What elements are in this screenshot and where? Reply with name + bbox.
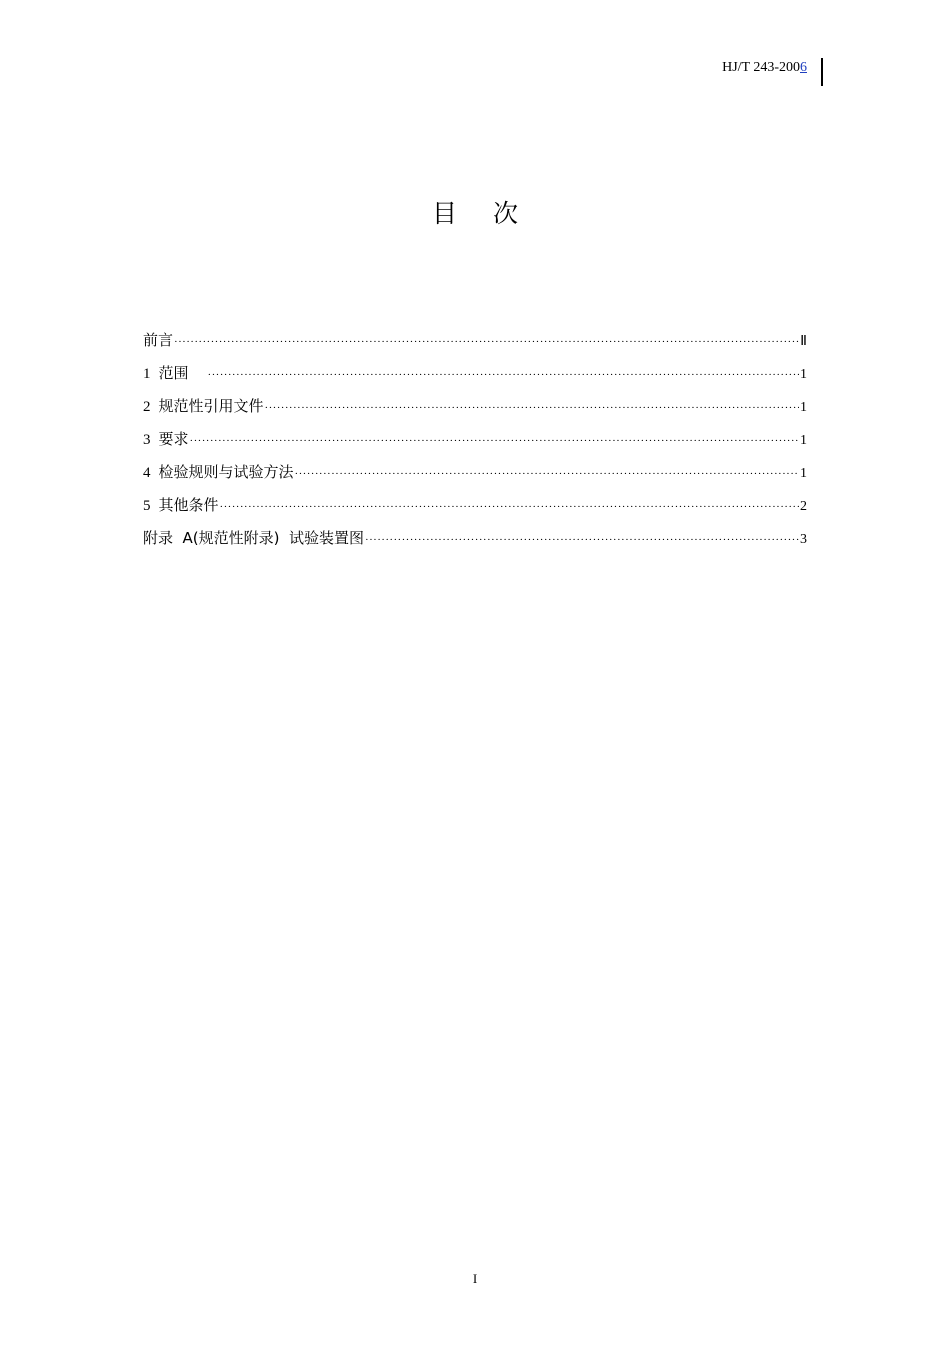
toc-entry-label: 规范性引用文件 <box>158 397 264 415</box>
toc-entry-label: 检验规则与试验方法 <box>158 463 294 481</box>
toc-entry-page: 1 <box>800 466 807 481</box>
toc-leader-dots <box>220 496 799 518</box>
toc-entry-number: 1 <box>143 366 151 382</box>
toc-leader-dots <box>365 529 799 551</box>
toc-leader-dots <box>265 397 799 419</box>
toc-leader-dots <box>208 364 799 386</box>
toc-entry-number: 2 <box>143 399 151 415</box>
toc-entry-number: 4 <box>143 465 151 481</box>
page-number: I <box>472 1271 478 1286</box>
toc-leader-dots <box>295 463 799 485</box>
toc-entry-label: 要求 <box>158 430 189 448</box>
toc-entry-page: 1 <box>800 433 807 448</box>
toc-entry-page: Ⅱ <box>800 334 807 349</box>
toc-leader-dots <box>190 430 799 452</box>
toc-entry-page: 1 <box>800 367 807 382</box>
toc-entry-label: 附录 A(规范性附录) 试验装置图 <box>143 529 365 547</box>
toc-entry-appendix-a[interactable] <box>143 527 807 560</box>
standard-code-link[interactable]: 6 <box>800 60 807 75</box>
toc-entry-foreword[interactable] <box>143 329 807 362</box>
toc-entry-inspection-rules[interactable] <box>143 461 807 494</box>
page-title: 目次 <box>431 199 554 228</box>
toc-entry-label: 其他条件 <box>158 496 219 514</box>
toc-entry-requirements[interactable] <box>143 428 807 461</box>
table-of-contents <box>143 329 807 560</box>
toc-entry-other-conditions[interactable] <box>143 494 807 527</box>
toc-entry-number: 3 <box>143 432 151 448</box>
toc-leader-dots <box>174 331 799 353</box>
toc-entry-page: 3 <box>800 532 807 547</box>
toc-entry-page: 2 <box>800 499 807 514</box>
standard-code-prefix: HJ/T 243-200 <box>722 60 800 75</box>
toc-entry-scope[interactable] <box>143 362 807 395</box>
toc-entry-label: 范围 <box>158 364 189 382</box>
toc-entry-label: 前言 <box>143 331 174 349</box>
toc-entry-normative-references[interactable] <box>143 395 807 428</box>
toc-entry-page: 1 <box>800 400 807 415</box>
toc-entry-number: 5 <box>143 498 151 514</box>
header-vertical-rule <box>821 58 823 86</box>
standard-code <box>722 60 807 76</box>
